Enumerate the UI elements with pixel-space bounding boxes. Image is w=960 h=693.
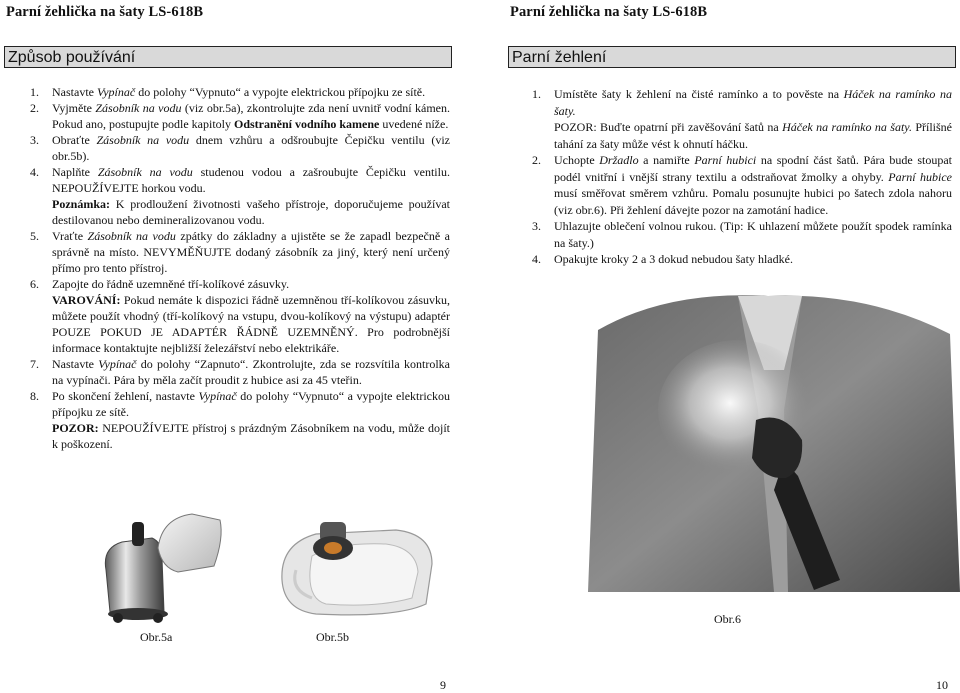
text-run: Vyjměte xyxy=(52,101,96,115)
left-item xyxy=(30,132,450,164)
text-run: Zapojte do řádně uzemněné tří-kolíkové zásuvky. xyxy=(52,277,290,291)
fig5b-caption: Obr.5b xyxy=(316,630,349,644)
fig6-caption: Obr.6 xyxy=(714,612,741,626)
text-run: na spodní část šatů. Pára bude stoupat podél vnitřní i vnější strany textilu a odstraňovat žmolky a ohyby. xyxy=(554,153,953,184)
left-item-number: 6. xyxy=(30,277,39,291)
text-run: dnem vzhůru a odšroubujte Čepičku ventilu (viz obr.5b). xyxy=(52,133,450,163)
right-item-number: 3. xyxy=(532,219,541,233)
right-item-text xyxy=(554,152,952,218)
text-run: POZOR: xyxy=(52,421,99,435)
left-item xyxy=(30,228,450,276)
text-run: Přílišné tahání za šaty může vést k ohnutí háčku. xyxy=(554,120,953,151)
right-page-number: 10 xyxy=(936,678,948,692)
text-run: a namiřte xyxy=(638,153,695,167)
fig5b-photo xyxy=(276,520,436,620)
right-item xyxy=(532,251,952,268)
text-run: K prodloužení životnosti vašeho přístroje, doporučujeme používat destilovanou nebo demineralizovanou vodu. xyxy=(52,197,450,227)
left-item xyxy=(30,420,450,452)
left-item-text xyxy=(52,84,450,100)
text-run: Uhlazujte oblečení volnou rukou. (Tip: K uhlazení můžete použít spodek ramínka na šaty.) xyxy=(554,219,952,250)
text-run: Nastavte xyxy=(52,357,99,371)
right-header-title: Parní žehlička na šaty LS-618B xyxy=(510,4,708,20)
right-item xyxy=(532,119,952,152)
text-run: uvedené níže. xyxy=(379,117,449,131)
text-run: (viz obr.5a), zkontrolujte zda není uvnitř vodní kámen. Pokud ano, postupujte podle kapitoly xyxy=(52,101,451,131)
text-run: Vraťte xyxy=(52,229,88,243)
left-item xyxy=(30,164,450,196)
left-page-number: 9 xyxy=(440,678,446,692)
text-run: NEPOUŽÍVEJTE přístroj s prázdným Zásobníkem na vodu, může dojít k poškození. xyxy=(52,421,450,451)
left-item xyxy=(30,292,450,356)
text-run: zpátky do základny a ujistěte se že zapadl bezpečně a správně na místo. NEVYMĚŇUJTE dodaný zásobník za jiný, který není určený přímo pro tento přístroj. xyxy=(52,229,450,275)
text-run: Po skončení žehlení, nastavte xyxy=(52,389,199,403)
left-item xyxy=(30,196,450,228)
left-item-number: 5. xyxy=(30,229,39,243)
text-run: do polohy “Vypnuto“ a vypojte elektrickou přípojku ze sítě. xyxy=(52,389,451,419)
text-run: Vypínač xyxy=(198,389,237,403)
left-item xyxy=(30,100,450,132)
left-item-number: 1. xyxy=(30,85,39,99)
right-item-text xyxy=(554,86,952,119)
left-item-text xyxy=(52,276,450,292)
text-run: Naplňte xyxy=(52,165,98,179)
fig5a-caption: Obr.5a xyxy=(140,630,173,644)
text-run: Poznámka: xyxy=(52,197,110,211)
text-run: Parní hubici xyxy=(694,153,757,167)
left-item-text xyxy=(52,292,450,356)
left-item-text xyxy=(52,356,450,388)
text-run: Zásobník na vodu xyxy=(97,165,193,179)
right-item-number: 1. xyxy=(532,87,541,101)
text-run: studenou vodou a zašroubujte Čepičku ventilu. NEPOUŽÍVEJTE horkou vodu. xyxy=(52,165,450,195)
right-item xyxy=(532,218,952,251)
text-run: Vypínač xyxy=(96,85,136,99)
left-item-number: 4. xyxy=(30,165,39,179)
left-item-text xyxy=(52,420,450,452)
left-item xyxy=(30,276,450,292)
text-run: Zásobník na vodu xyxy=(96,133,190,147)
right-item-number: 4. xyxy=(532,252,541,266)
right-item-text xyxy=(554,251,952,268)
text-run: Uchopte xyxy=(554,153,600,167)
text-run: do polohy “Vypnuto“ a vypojte elektrickou přípojku ze sítě. xyxy=(135,85,426,99)
left-item-text xyxy=(52,196,450,228)
text-run: Vypínač xyxy=(98,357,137,371)
text-run: musí směřovat směrem vzhůru. Pomalu posunujte hubici po šatech zdola nahoru (viz obr.6). Při žehlení dávejte pozor na zamotání hadice. xyxy=(554,186,952,217)
left-item-number xyxy=(30,196,52,228)
left-item xyxy=(30,84,450,100)
left-item-number: 7. xyxy=(30,357,39,371)
right-item xyxy=(532,86,952,119)
left-section-title: Způsob používání xyxy=(4,46,452,68)
left-item-number: 8. xyxy=(30,389,39,403)
right-section-title: Parní žehlení xyxy=(508,46,956,68)
left-item-number: 3. xyxy=(30,133,39,147)
right-page xyxy=(508,0,960,691)
left-item-text xyxy=(52,228,450,276)
fig5a-photo xyxy=(92,508,242,626)
right-item-number xyxy=(532,119,554,152)
left-item-text xyxy=(52,164,450,196)
left-page xyxy=(4,0,456,691)
left-item xyxy=(30,388,450,420)
left-item-text xyxy=(52,132,450,164)
text-run: Umístěte šaty k žehlení na čisté ramínko a to pověste na xyxy=(554,87,844,101)
left-item-number: 2. xyxy=(30,101,39,115)
left-item-text xyxy=(52,388,450,420)
left-item-text xyxy=(52,100,450,132)
text-run: POZOR: Buďte opatrní při zavěšování šatů na xyxy=(554,120,783,134)
right-instructions xyxy=(532,86,952,268)
left-item-number xyxy=(30,292,52,356)
text-run: Háček na ramínko na šaty. xyxy=(554,87,953,118)
text-run: Obraťte xyxy=(52,133,97,147)
text-run: do polohy “Zapnuto“. Zkontrolujte, zda se rozsvítila kontrolka na vypínači. Pára by měla začít proudit z hubice asi za 45 vteřin. xyxy=(52,357,450,387)
right-item-number: 2. xyxy=(532,153,541,167)
left-item-number xyxy=(30,420,52,452)
text-run: Opakujte kroky 2 a 3 dokud nebudou šaty hladké. xyxy=(554,252,793,266)
text-run: VAROVÁNÍ: xyxy=(52,293,121,307)
text-run: Parní hubice xyxy=(888,169,953,184)
text-run: Zásobník na vodu xyxy=(95,101,182,115)
right-item-text xyxy=(554,119,952,152)
fig6-photo xyxy=(588,290,960,592)
left-instructions xyxy=(30,84,450,452)
text-run: Zásobník na vodu xyxy=(87,229,176,243)
text-run: Odstranění vodního kamene xyxy=(234,117,380,131)
text-run: Háček na ramínko na šaty. xyxy=(782,120,912,134)
left-item xyxy=(30,356,450,388)
text-run: Pokud nemáte k dispozici řádně uzemněnou tří-kolíkovou zásuvku, můžete použít vhodný (tří-kolíkový na vstupu, dvou-kolíkový na výstupu) adaptér POUZE POKUD JE ADAPTÉR ŘÁDNĚ UZEMNĚNÝ. Pro podrobnější informace kontaktujte nejbližší železářství nebo elektrikáře. xyxy=(52,293,450,355)
text-run: Držadlo xyxy=(599,153,639,167)
text-run: Nastavte xyxy=(52,85,97,99)
right-item-text xyxy=(554,218,952,251)
left-header-title: Parní žehlička na šaty LS-618B xyxy=(6,4,204,20)
right-item xyxy=(532,152,952,218)
